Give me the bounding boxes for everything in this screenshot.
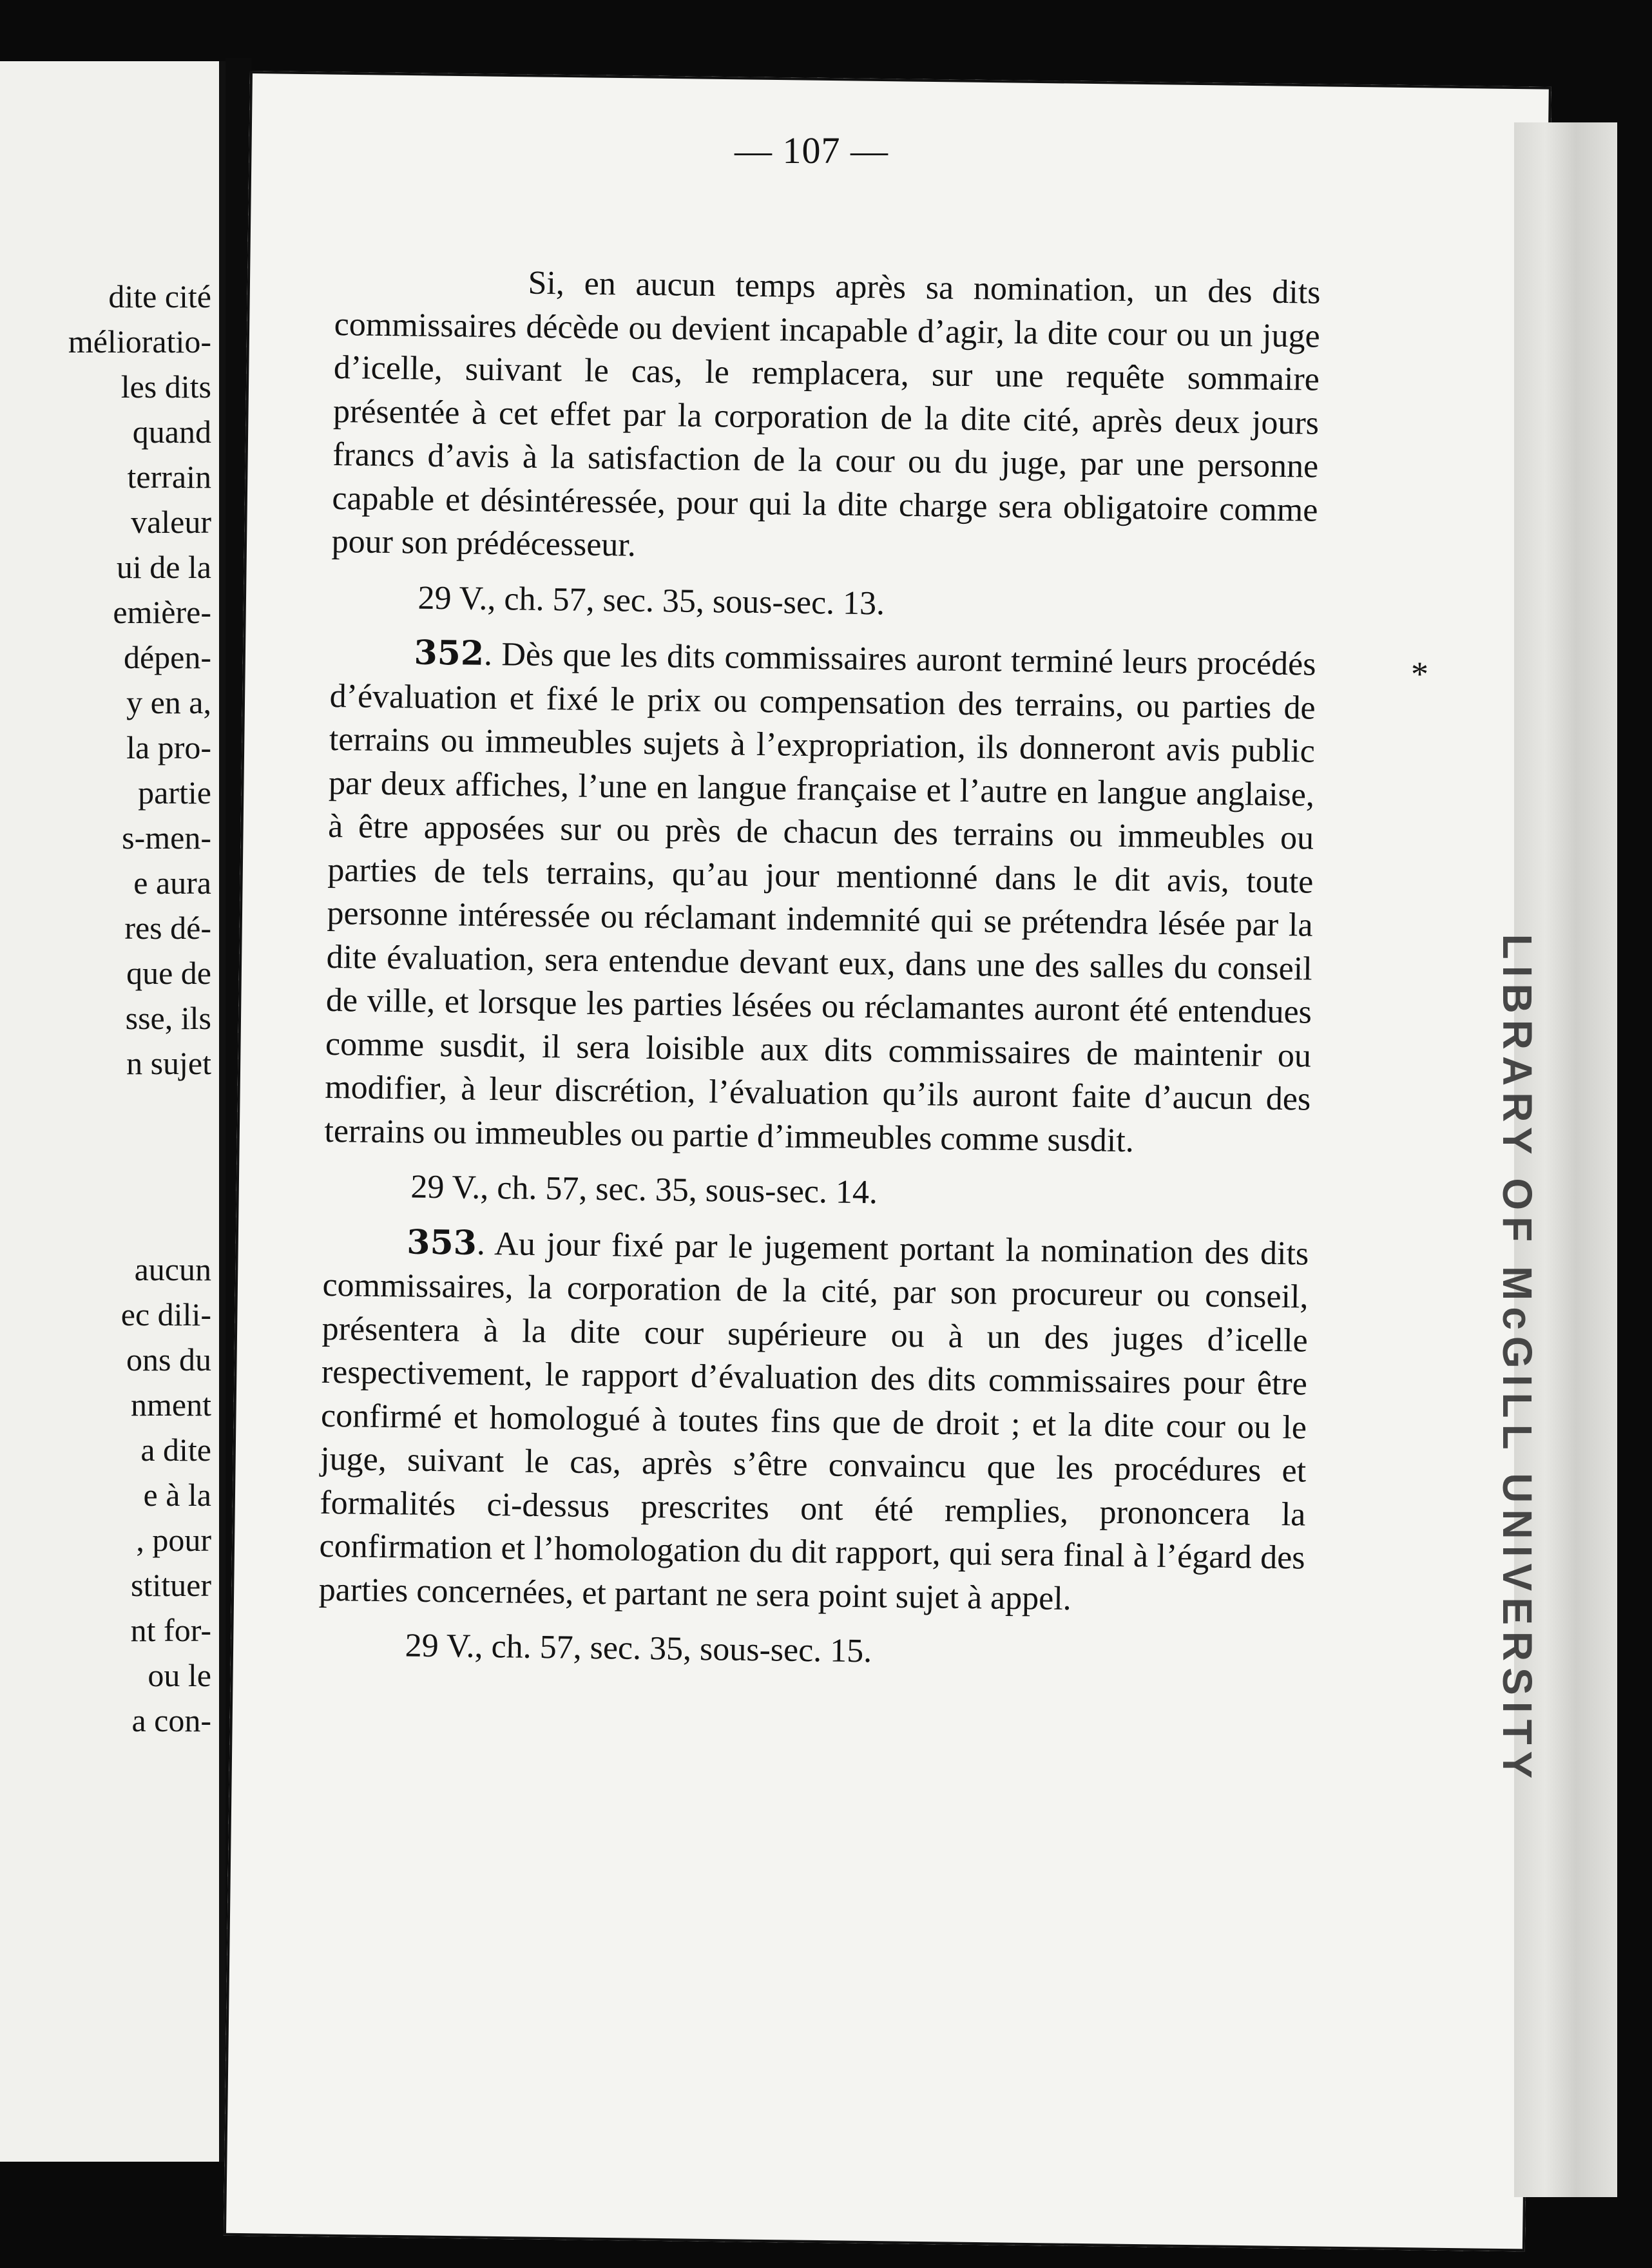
left-page-line: nt for- (130, 1612, 211, 1648)
article-353 (318, 1219, 1309, 1623)
article-text: . Dès que les dits commissaires auront terminé leurs procédés d’évaluation et fixé le prix ou compensation des terrains, ou parties de terrains ou immeubles sujets à l’expropriation, ils donneront avis public par deux affiches, l’une en langue française et l’autre en langue anglaise, à être apposées sur ou près de chacun des terrains ou immeubles ou parties de tels terrains, qu’au jour mentionné dans le dit avis, toute personne intéressée ou réclamant indemnité qui se prétendra lésée par la dite évaluation, sera entendue devant eux, dans une des salles du conseil de ville, et lorsque les parties lésées ou réclamantes auront été entendues comme susdit, il sera loisible aux dits commissaires de maintenir ou modifier, à leur discrétion, l’évaluation qu’ils auront faite d’aucun des terrains ou immeubles ou partie d’immeubles comme susdit. (324, 635, 1316, 1159)
left-page-line: ons du (126, 1341, 211, 1378)
citation-15: 29 V., ch. 57, sec. 35, sous-sec. 15. (405, 1627, 872, 1670)
left-page-line: mélioratio- (68, 323, 211, 360)
left-page-line: aucun (134, 1251, 211, 1287)
paragraph-replacement: Si, en aucun temps après sa nomination, un des dits commissaires décède ou devient incapable d’agir, la dite cour ou un juge d’icelle, suivant le cas, le remplacera, sur une requête sommaire présentée à cet effet par la corporation de la dite cité, après deux jours francs d’avis à la satisfaction de la cour ou du juge, par une personne capable et désintéressée, pour qui la dite charge sera obligatoire comme pour son prédécesseur. (331, 264, 1321, 564)
left-page-line: a dite (140, 1432, 211, 1468)
library-stamp-text: LIBRARY OF McGILL UNIVERSITY (1494, 934, 1541, 1785)
left-page-line: s-men- (122, 820, 211, 856)
left-page-line: res dé- (124, 910, 211, 946)
left-page-line: ui de la (116, 549, 211, 585)
left-page-line: la pro- (126, 729, 211, 765)
left-page-line: sse, ils (125, 1000, 211, 1036)
left-page-line: e à la (143, 1477, 211, 1513)
article-352 (324, 630, 1316, 1165)
left-page-line: terrain (127, 459, 211, 495)
left-page-line: quand (132, 414, 211, 450)
citation-14: 29 V., ch. 57, sec. 35, sous-sec. 14. (410, 1168, 878, 1211)
article-number: 353 (406, 1222, 477, 1263)
margin-asterisk: * (1411, 655, 1428, 693)
left-page-line: les dits (120, 369, 211, 405)
left-page-line: n sujet (126, 1045, 211, 1081)
left-page-line: partie (138, 774, 211, 811)
left-page-line: y en a, (126, 684, 211, 720)
left-page-line: , pour (136, 1522, 211, 1558)
left-page-line: nment (131, 1387, 211, 1423)
left-page-line: dépen- (123, 639, 211, 675)
left-page-line: ou le (148, 1657, 211, 1693)
left-page-line: dite cité (108, 278, 211, 314)
library-stamp (1482, 934, 1553, 1785)
left-page-line: ec dili- (120, 1296, 211, 1332)
left-page-line: valeur (131, 504, 211, 540)
left-page-line: stituer (131, 1567, 211, 1603)
page-body (318, 259, 1321, 1690)
left-page-fragment (0, 61, 226, 2162)
left-page-line: a con- (131, 1702, 211, 1738)
page-number: — 107 — (735, 130, 888, 171)
left-page-line: emière- (113, 594, 211, 630)
left-page-line: que de (126, 955, 211, 991)
article-text: . Au jour fixé par le jugement portant la nomination des dits commissaires, la corporation de la cité, par son procureur ou conseil, présentera à la dite cour supérieure ou à un des juges d’icelle respectivement, le rapport d’évaluation des dits commissaires pour être confirmé et homologué à toutes fins que de droit ; et la dite cour ou le juge, suivant le cas, après s’être convaincu que les procédures et formalités ci-dessus prescrites ont été remplies, prononcera la confirmation et l’homologation du dit rapport, qui sera final à l’égard des parties concernées, et partant ne sera point sujet à appel. (318, 1225, 1309, 1617)
article-number: 352 (414, 633, 485, 673)
citation-13: 29 V., ch. 57, sec. 35, sous-sec. 13. (418, 579, 885, 622)
left-page-line: e aura (133, 865, 211, 901)
